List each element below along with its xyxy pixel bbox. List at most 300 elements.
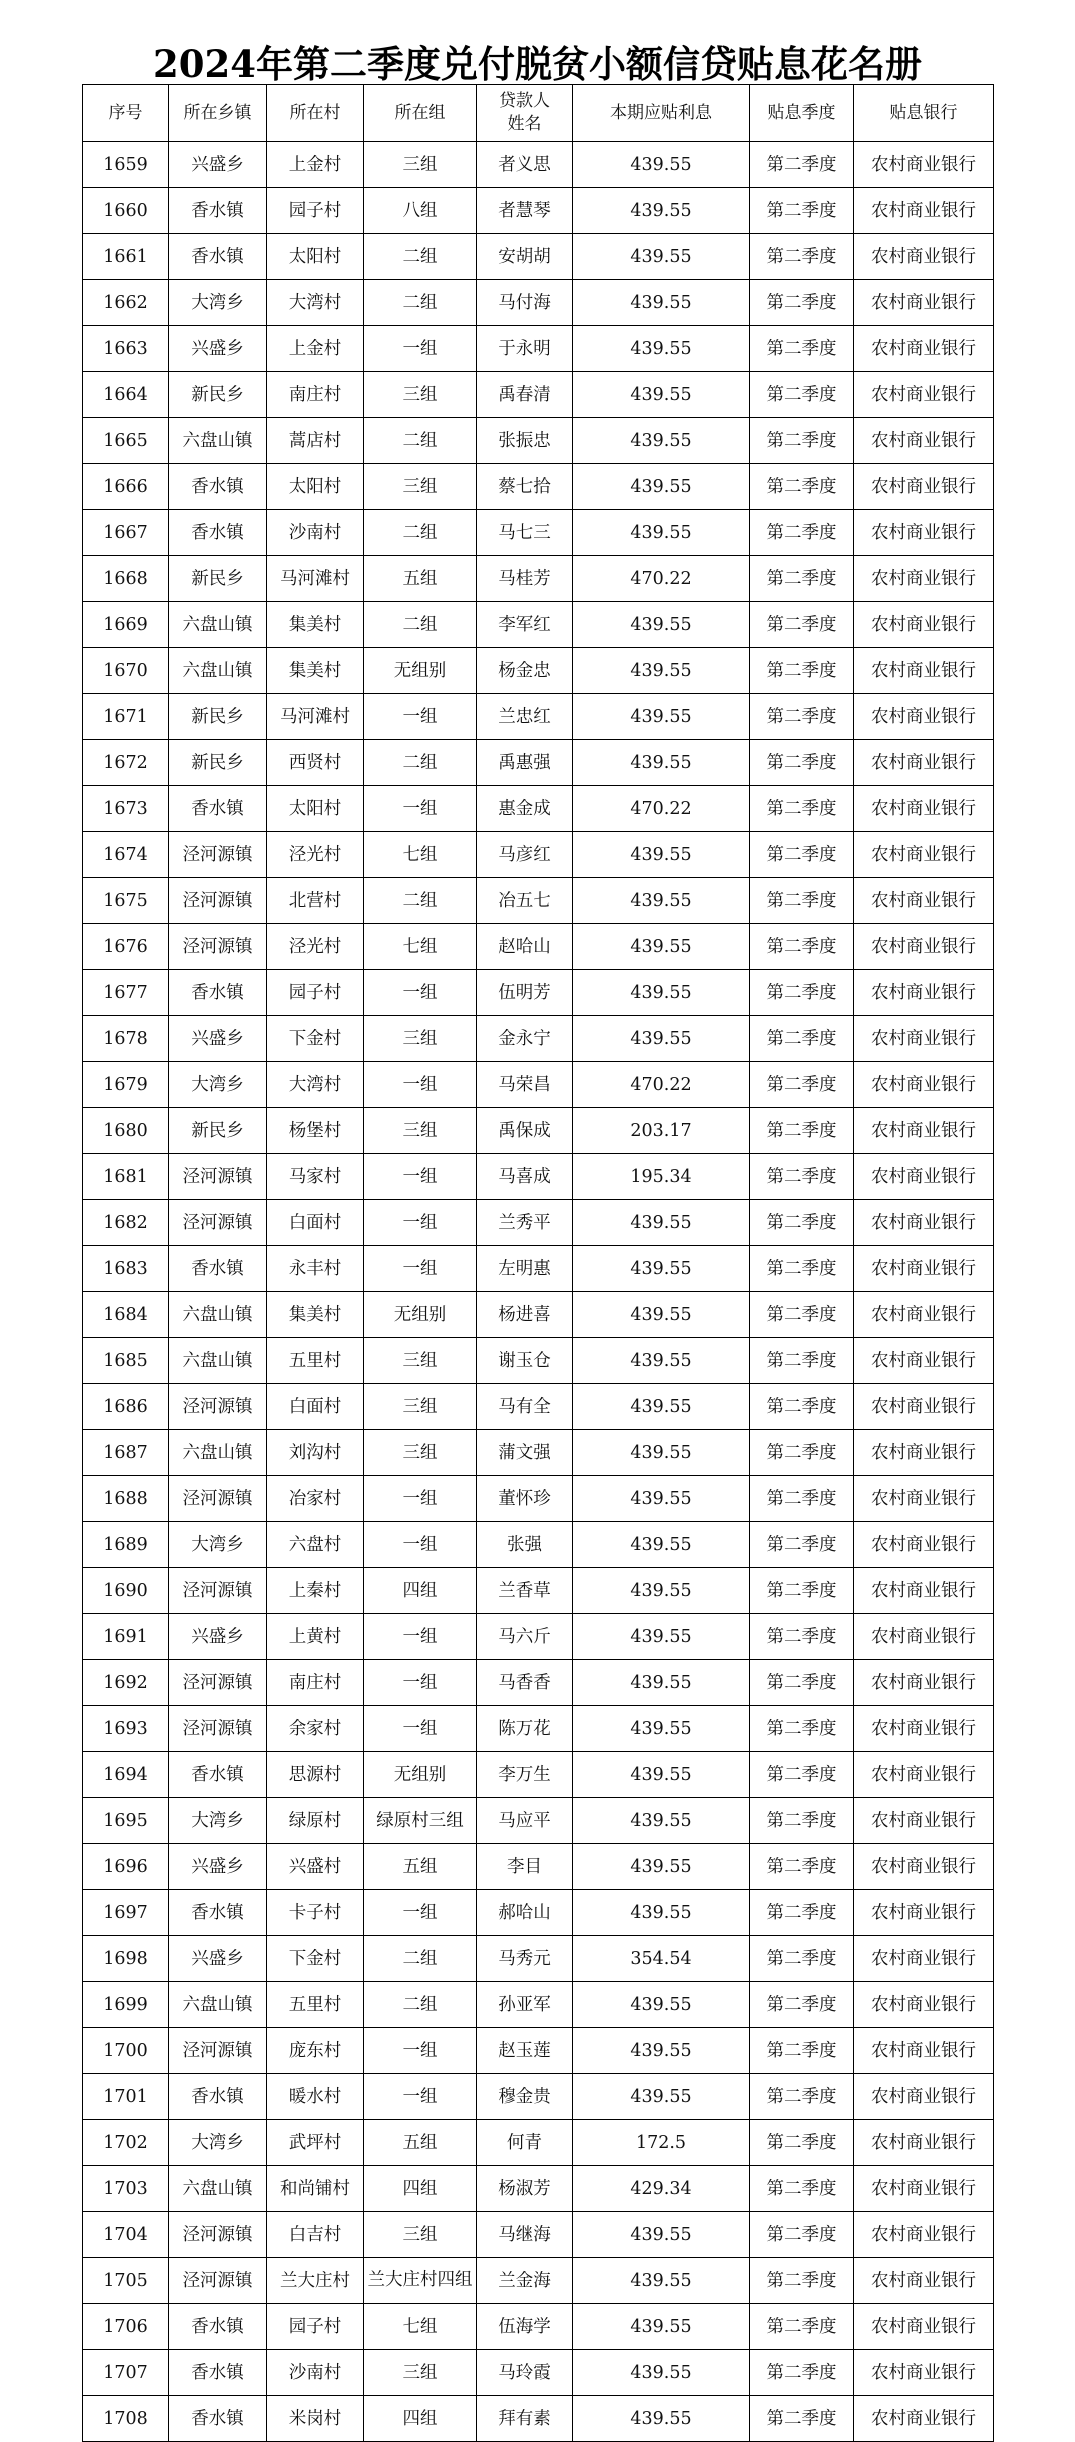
cell-interest-amount: 439.55	[573, 2212, 750, 2258]
cell-village: 太阳村	[267, 234, 364, 280]
cell-township: 泾河源镇	[169, 1706, 267, 1752]
cell-bank: 农村商业银行	[854, 1890, 994, 1936]
cell-group: 七组	[364, 2304, 477, 2350]
cell-bank: 农村商业银行	[854, 2166, 994, 2212]
cell-village: 北营村	[267, 878, 364, 924]
cell-serial-number: 1668	[83, 556, 169, 602]
cell-bank: 农村商业银行	[854, 740, 994, 786]
cell-serial-number: 1687	[83, 1430, 169, 1476]
cell-village: 沙南村	[267, 510, 364, 556]
cell-borrower-name: 董怀珍	[477, 1476, 573, 1522]
cell-interest-amount: 470.22	[573, 786, 750, 832]
table-row	[83, 188, 994, 234]
cell-borrower-name: 张强	[477, 1522, 573, 1568]
cell-village: 杨堡村	[267, 1108, 364, 1154]
cell-serial-number: 1680	[83, 1108, 169, 1154]
cell-township: 新民乡	[169, 372, 267, 418]
cell-quarter: 第二季度	[750, 1338, 854, 1384]
cell-quarter: 第二季度	[750, 2166, 854, 2212]
cell-village: 上金村	[267, 142, 364, 188]
cell-township: 大湾乡	[169, 2120, 267, 2166]
cell-interest-amount: 439.55	[573, 924, 750, 970]
cell-quarter: 第二季度	[750, 1246, 854, 1292]
cell-township: 泾河源镇	[169, 2212, 267, 2258]
cell-township: 香水镇	[169, 2074, 267, 2120]
cell-borrower-name: 杨金忠	[477, 648, 573, 694]
cell-borrower-name: 拜有素	[477, 2396, 573, 2442]
cell-township: 泾河源镇	[169, 2028, 267, 2074]
cell-serial-number: 1665	[83, 418, 169, 464]
cell-serial-number: 1682	[83, 1200, 169, 1246]
cell-township: 香水镇	[169, 2304, 267, 2350]
cell-serial-number: 1693	[83, 1706, 169, 1752]
table-row	[83, 1338, 994, 1384]
cell-township: 新民乡	[169, 556, 267, 602]
cell-quarter: 第二季度	[750, 556, 854, 602]
cell-serial-number: 1705	[83, 2258, 169, 2304]
page-title: 2024年第二季度兑付脱贫小额信贷贴息花名册	[153, 42, 922, 86]
cell-borrower-name: 马有全	[477, 1384, 573, 1430]
cell-group: 一组	[364, 970, 477, 1016]
cell-serial-number: 1701	[83, 2074, 169, 2120]
table-row	[83, 648, 994, 694]
cell-borrower-name: 马玲霞	[477, 2350, 573, 2396]
cell-township: 兴盛乡	[169, 1936, 267, 1982]
cell-township: 泾河源镇	[169, 832, 267, 878]
cell-bank: 农村商业银行	[854, 1936, 994, 1982]
cell-group: 八组	[364, 188, 477, 234]
table-row	[83, 1614, 994, 1660]
cell-quarter: 第二季度	[750, 510, 854, 556]
header-village: 所在村	[267, 85, 364, 142]
cell-group: 五组	[364, 556, 477, 602]
header-bank: 贴息银行	[854, 85, 994, 142]
cell-serial-number: 1692	[83, 1660, 169, 1706]
cell-township: 香水镇	[169, 786, 267, 832]
table-row	[83, 2258, 994, 2304]
cell-quarter: 第二季度	[750, 2396, 854, 2442]
cell-group: 二组	[364, 418, 477, 464]
cell-quarter: 第二季度	[750, 1476, 854, 1522]
cell-borrower-name: 者义思	[477, 142, 573, 188]
cell-group: 一组	[364, 1660, 477, 1706]
cell-interest-amount: 439.55	[573, 1338, 750, 1384]
cell-borrower-name: 金永宁	[477, 1016, 573, 1062]
cell-interest-amount: 439.55	[573, 2258, 750, 2304]
cell-township: 大湾乡	[169, 1522, 267, 1568]
cell-group: 三组	[364, 1338, 477, 1384]
table-row	[83, 1476, 994, 1522]
cell-township: 兴盛乡	[169, 326, 267, 372]
cell-quarter: 第二季度	[750, 280, 854, 326]
cell-group: 三组	[364, 2350, 477, 2396]
cell-interest-amount: 439.55	[573, 280, 750, 326]
cell-borrower-name: 郝哈山	[477, 1890, 573, 1936]
cell-quarter: 第二季度	[750, 464, 854, 510]
cell-interest-amount: 439.55	[573, 1016, 750, 1062]
cell-serial-number: 1707	[83, 2350, 169, 2396]
cell-borrower-name: 禹保成	[477, 1108, 573, 1154]
cell-bank: 农村商业银行	[854, 1292, 994, 1338]
cell-interest-amount: 439.55	[573, 1430, 750, 1476]
cell-village: 思源村	[267, 1752, 364, 1798]
table-row	[83, 878, 994, 924]
cell-borrower-name: 赵哈山	[477, 924, 573, 970]
cell-borrower-name: 伍明芳	[477, 970, 573, 1016]
table-row	[83, 1890, 994, 1936]
cell-borrower-name: 杨淑芳	[477, 2166, 573, 2212]
cell-borrower-name: 何青	[477, 2120, 573, 2166]
cell-township: 大湾乡	[169, 1798, 267, 1844]
cell-group: 三组	[364, 1108, 477, 1154]
cell-serial-number: 1686	[83, 1384, 169, 1430]
cell-bank: 农村商业银行	[854, 2212, 994, 2258]
cell-borrower-name: 马彦红	[477, 832, 573, 878]
cell-serial-number: 1699	[83, 1982, 169, 2028]
cell-serial-number: 1661	[83, 234, 169, 280]
cell-group: 二组	[364, 280, 477, 326]
cell-group: 一组	[364, 1062, 477, 1108]
cell-village: 下金村	[267, 1936, 364, 1982]
cell-bank: 农村商业银行	[854, 510, 994, 556]
cell-group: 四组	[364, 2396, 477, 2442]
cell-village: 马河滩村	[267, 694, 364, 740]
cell-interest-amount: 439.55	[573, 1706, 750, 1752]
cell-group: 二组	[364, 602, 477, 648]
cell-bank: 农村商业银行	[854, 786, 994, 832]
cell-village: 园子村	[267, 970, 364, 1016]
cell-interest-amount: 439.55	[573, 878, 750, 924]
cell-bank: 农村商业银行	[854, 648, 994, 694]
cell-bank: 农村商业银行	[854, 1476, 994, 1522]
cell-township: 六盘山镇	[169, 1338, 267, 1384]
cell-bank: 农村商业银行	[854, 1982, 994, 2028]
table-row	[83, 1016, 994, 1062]
cell-borrower-name: 左明惠	[477, 1246, 573, 1292]
cell-village: 蒿店村	[267, 418, 364, 464]
cell-group: 三组	[364, 372, 477, 418]
table-row	[83, 2396, 994, 2442]
cell-borrower-name: 伍海学	[477, 2304, 573, 2350]
cell-quarter: 第二季度	[750, 786, 854, 832]
cell-interest-amount: 439.55	[573, 2074, 750, 2120]
cell-borrower-name: 马桂芳	[477, 556, 573, 602]
cell-interest-amount: 439.55	[573, 1292, 750, 1338]
cell-quarter: 第二季度	[750, 1890, 854, 1936]
cell-township: 六盘山镇	[169, 602, 267, 648]
cell-bank: 农村商业银行	[854, 1108, 994, 1154]
table-row	[83, 2120, 994, 2166]
cell-bank: 农村商业银行	[854, 1614, 994, 1660]
cell-quarter: 第二季度	[750, 1062, 854, 1108]
cell-bank: 农村商业银行	[854, 1246, 994, 1292]
cell-village: 上黄村	[267, 1614, 364, 1660]
cell-quarter: 第二季度	[750, 1982, 854, 2028]
cell-village: 余家村	[267, 1706, 364, 1752]
cell-quarter: 第二季度	[750, 2350, 854, 2396]
cell-interest-amount: 439.55	[573, 372, 750, 418]
cell-village: 上金村	[267, 326, 364, 372]
cell-township: 兴盛乡	[169, 142, 267, 188]
table-row	[83, 1384, 994, 1430]
cell-village: 白面村	[267, 1384, 364, 1430]
cell-bank: 农村商业银行	[854, 188, 994, 234]
cell-serial-number: 1673	[83, 786, 169, 832]
cell-quarter: 第二季度	[750, 2028, 854, 2074]
cell-township: 泾河源镇	[169, 1660, 267, 1706]
cell-interest-amount: 439.55	[573, 602, 750, 648]
cell-bank: 农村商业银行	[854, 694, 994, 740]
table-row	[83, 1062, 994, 1108]
cell-serial-number: 1685	[83, 1338, 169, 1384]
cell-interest-amount: 470.22	[573, 556, 750, 602]
cell-interest-amount: 439.55	[573, 234, 750, 280]
cell-quarter: 第二季度	[750, 326, 854, 372]
table-row	[83, 786, 994, 832]
cell-borrower-name: 李目	[477, 1844, 573, 1890]
cell-group: 三组	[364, 1384, 477, 1430]
cell-interest-amount: 439.55	[573, 1246, 750, 1292]
cell-township: 新民乡	[169, 694, 267, 740]
cell-serial-number: 1689	[83, 1522, 169, 1568]
cell-township: 新民乡	[169, 1108, 267, 1154]
cell-village: 集美村	[267, 602, 364, 648]
cell-interest-amount: 439.55	[573, 740, 750, 786]
table-row	[83, 1568, 994, 1614]
cell-bank: 农村商业银行	[854, 2396, 994, 2442]
cell-interest-amount: 439.55	[573, 1384, 750, 1430]
cell-interest-amount: 439.55	[573, 1200, 750, 1246]
cell-township: 香水镇	[169, 234, 267, 280]
cell-village: 和尚铺村	[267, 2166, 364, 2212]
table-row	[83, 1108, 994, 1154]
cell-group: 七组	[364, 832, 477, 878]
cell-township: 香水镇	[169, 2350, 267, 2396]
cell-serial-number: 1694	[83, 1752, 169, 1798]
table-row	[83, 602, 994, 648]
cell-serial-number: 1684	[83, 1292, 169, 1338]
cell-quarter: 第二季度	[750, 2304, 854, 2350]
table-row	[83, 1936, 994, 1982]
cell-bank: 农村商业银行	[854, 1384, 994, 1430]
cell-township: 六盘山镇	[169, 1292, 267, 1338]
cell-quarter: 第二季度	[750, 1660, 854, 1706]
cell-village: 集美村	[267, 1292, 364, 1338]
cell-serial-number: 1696	[83, 1844, 169, 1890]
cell-serial-number: 1662	[83, 280, 169, 326]
table-row	[83, 832, 994, 878]
table-row	[83, 280, 994, 326]
cell-village: 马家村	[267, 1154, 364, 1200]
table-row	[83, 142, 994, 188]
table-row	[83, 2350, 994, 2396]
cell-bank: 农村商业银行	[854, 1660, 994, 1706]
cell-quarter: 第二季度	[750, 1292, 854, 1338]
cell-interest-amount: 439.55	[573, 1890, 750, 1936]
cell-serial-number: 1706	[83, 2304, 169, 2350]
table-row	[83, 1522, 994, 1568]
cell-bank: 农村商业银行	[854, 2120, 994, 2166]
cell-serial-number: 1667	[83, 510, 169, 556]
cell-quarter: 第二季度	[750, 1844, 854, 1890]
cell-village: 大湾村	[267, 280, 364, 326]
cell-village: 冶家村	[267, 1476, 364, 1522]
cell-group: 三组	[364, 464, 477, 510]
cell-bank: 农村商业银行	[854, 2074, 994, 2120]
cell-quarter: 第二季度	[750, 1568, 854, 1614]
cell-township: 香水镇	[169, 1752, 267, 1798]
cell-quarter: 第二季度	[750, 2074, 854, 2120]
cell-serial-number: 1704	[83, 2212, 169, 2258]
cell-quarter: 第二季度	[750, 2212, 854, 2258]
cell-borrower-name: 杨进喜	[477, 1292, 573, 1338]
cell-township: 六盘山镇	[169, 2166, 267, 2212]
cell-group: 三组	[364, 2212, 477, 2258]
table-row	[83, 2304, 994, 2350]
cell-borrower-name: 陈万花	[477, 1706, 573, 1752]
header-quarter: 贴息季度	[750, 85, 854, 142]
cell-borrower-name: 马荣昌	[477, 1062, 573, 1108]
cell-interest-amount: 195.34	[573, 1154, 750, 1200]
cell-interest-amount: 439.55	[573, 2304, 750, 2350]
table-header-row	[83, 85, 994, 142]
cell-group: 七组	[364, 924, 477, 970]
cell-group: 一组	[364, 2028, 477, 2074]
cell-township: 香水镇	[169, 970, 267, 1016]
cell-village: 沙南村	[267, 2350, 364, 2396]
table-row	[83, 2028, 994, 2074]
cell-group: 二组	[364, 1982, 477, 2028]
cell-village: 大湾村	[267, 1062, 364, 1108]
cell-quarter: 第二季度	[750, 1936, 854, 1982]
cell-interest-amount: 439.55	[573, 1476, 750, 1522]
table-body	[83, 142, 994, 2442]
table-row	[83, 924, 994, 970]
cell-quarter: 第二季度	[750, 740, 854, 786]
cell-village: 西贤村	[267, 740, 364, 786]
cell-interest-amount: 439.55	[573, 1522, 750, 1568]
cell-serial-number: 1679	[83, 1062, 169, 1108]
table-row	[83, 1752, 994, 1798]
cell-village: 集美村	[267, 648, 364, 694]
cell-bank: 农村商业银行	[854, 142, 994, 188]
cell-bank: 农村商业银行	[854, 1200, 994, 1246]
cell-village: 南庄村	[267, 1660, 364, 1706]
cell-bank: 农村商业银行	[854, 556, 994, 602]
cell-township: 香水镇	[169, 188, 267, 234]
cell-serial-number: 1691	[83, 1614, 169, 1660]
cell-serial-number: 1677	[83, 970, 169, 1016]
cell-quarter: 第二季度	[750, 1798, 854, 1844]
cell-serial-number: 1672	[83, 740, 169, 786]
header-serial-number: 序号	[83, 85, 169, 142]
cell-quarter: 第二季度	[750, 1384, 854, 1430]
cell-group: 五组	[364, 1844, 477, 1890]
cell-group: 三组	[364, 1430, 477, 1476]
cell-borrower-name: 蔡七拾	[477, 464, 573, 510]
cell-serial-number: 1688	[83, 1476, 169, 1522]
cell-interest-amount: 172.5	[573, 2120, 750, 2166]
cell-quarter: 第二季度	[750, 1430, 854, 1476]
table-row	[83, 1430, 994, 1476]
table-row	[83, 1292, 994, 1338]
cell-serial-number: 1671	[83, 694, 169, 740]
cell-group: 二组	[364, 510, 477, 556]
cell-borrower-name: 孙亚军	[477, 1982, 573, 2028]
cell-bank: 农村商业银行	[854, 1154, 994, 1200]
cell-township: 六盘山镇	[169, 418, 267, 464]
cell-borrower-name: 赵玉莲	[477, 2028, 573, 2074]
table-row	[83, 2074, 994, 2120]
cell-serial-number: 1663	[83, 326, 169, 372]
table-row	[83, 1844, 994, 1890]
cell-group: 兰大庄村四组	[364, 2258, 477, 2304]
cell-serial-number: 1700	[83, 2028, 169, 2074]
subsidy-roster-table	[82, 84, 994, 2442]
header-township: 所在乡镇	[169, 85, 267, 142]
cell-bank: 农村商业银行	[854, 1016, 994, 1062]
cell-borrower-name: 穆金贵	[477, 2074, 573, 2120]
cell-bank: 农村商业银行	[854, 602, 994, 648]
table-row	[83, 2166, 994, 2212]
cell-group: 一组	[364, 1890, 477, 1936]
cell-borrower-name: 兰忠红	[477, 694, 573, 740]
cell-township: 六盘山镇	[169, 1430, 267, 1476]
cell-interest-amount: 354.54	[573, 1936, 750, 1982]
cell-bank: 农村商业银行	[854, 970, 994, 1016]
cell-quarter: 第二季度	[750, 878, 854, 924]
cell-borrower-name: 兰香草	[477, 1568, 573, 1614]
cell-village: 太阳村	[267, 464, 364, 510]
table-row	[83, 970, 994, 1016]
table-row	[83, 234, 994, 280]
cell-bank: 农村商业银行	[854, 1062, 994, 1108]
cell-quarter: 第二季度	[750, 1200, 854, 1246]
cell-village: 园子村	[267, 188, 364, 234]
cell-village: 绿原村	[267, 1798, 364, 1844]
table-row	[83, 464, 994, 510]
cell-quarter: 第二季度	[750, 924, 854, 970]
cell-borrower-name: 马七三	[477, 510, 573, 556]
cell-borrower-name: 张振忠	[477, 418, 573, 464]
cell-serial-number: 1681	[83, 1154, 169, 1200]
cell-quarter: 第二季度	[750, 1752, 854, 1798]
table-row	[83, 2212, 994, 2258]
cell-bank: 农村商业银行	[854, 1798, 994, 1844]
cell-borrower-name: 马秀元	[477, 1936, 573, 1982]
cell-interest-amount: 439.55	[573, 1844, 750, 1890]
cell-group: 一组	[364, 1476, 477, 1522]
cell-serial-number: 1702	[83, 2120, 169, 2166]
cell-borrower-name: 马喜成	[477, 1154, 573, 1200]
cell-village: 马河滩村	[267, 556, 364, 602]
cell-township: 泾河源镇	[169, 924, 267, 970]
cell-village: 上秦村	[267, 1568, 364, 1614]
cell-quarter: 第二季度	[750, 602, 854, 648]
cell-bank: 农村商业银行	[854, 326, 994, 372]
table-row	[83, 1798, 994, 1844]
cell-village: 兴盛村	[267, 1844, 364, 1890]
cell-township: 六盘山镇	[169, 1982, 267, 2028]
cell-quarter: 第二季度	[750, 1016, 854, 1062]
cell-borrower-name: 兰秀平	[477, 1200, 573, 1246]
cell-township: 泾河源镇	[169, 1200, 267, 1246]
cell-township: 泾河源镇	[169, 2258, 267, 2304]
cell-village: 暖水村	[267, 2074, 364, 2120]
cell-quarter: 第二季度	[750, 418, 854, 464]
cell-interest-amount: 439.55	[573, 418, 750, 464]
cell-group: 二组	[364, 234, 477, 280]
